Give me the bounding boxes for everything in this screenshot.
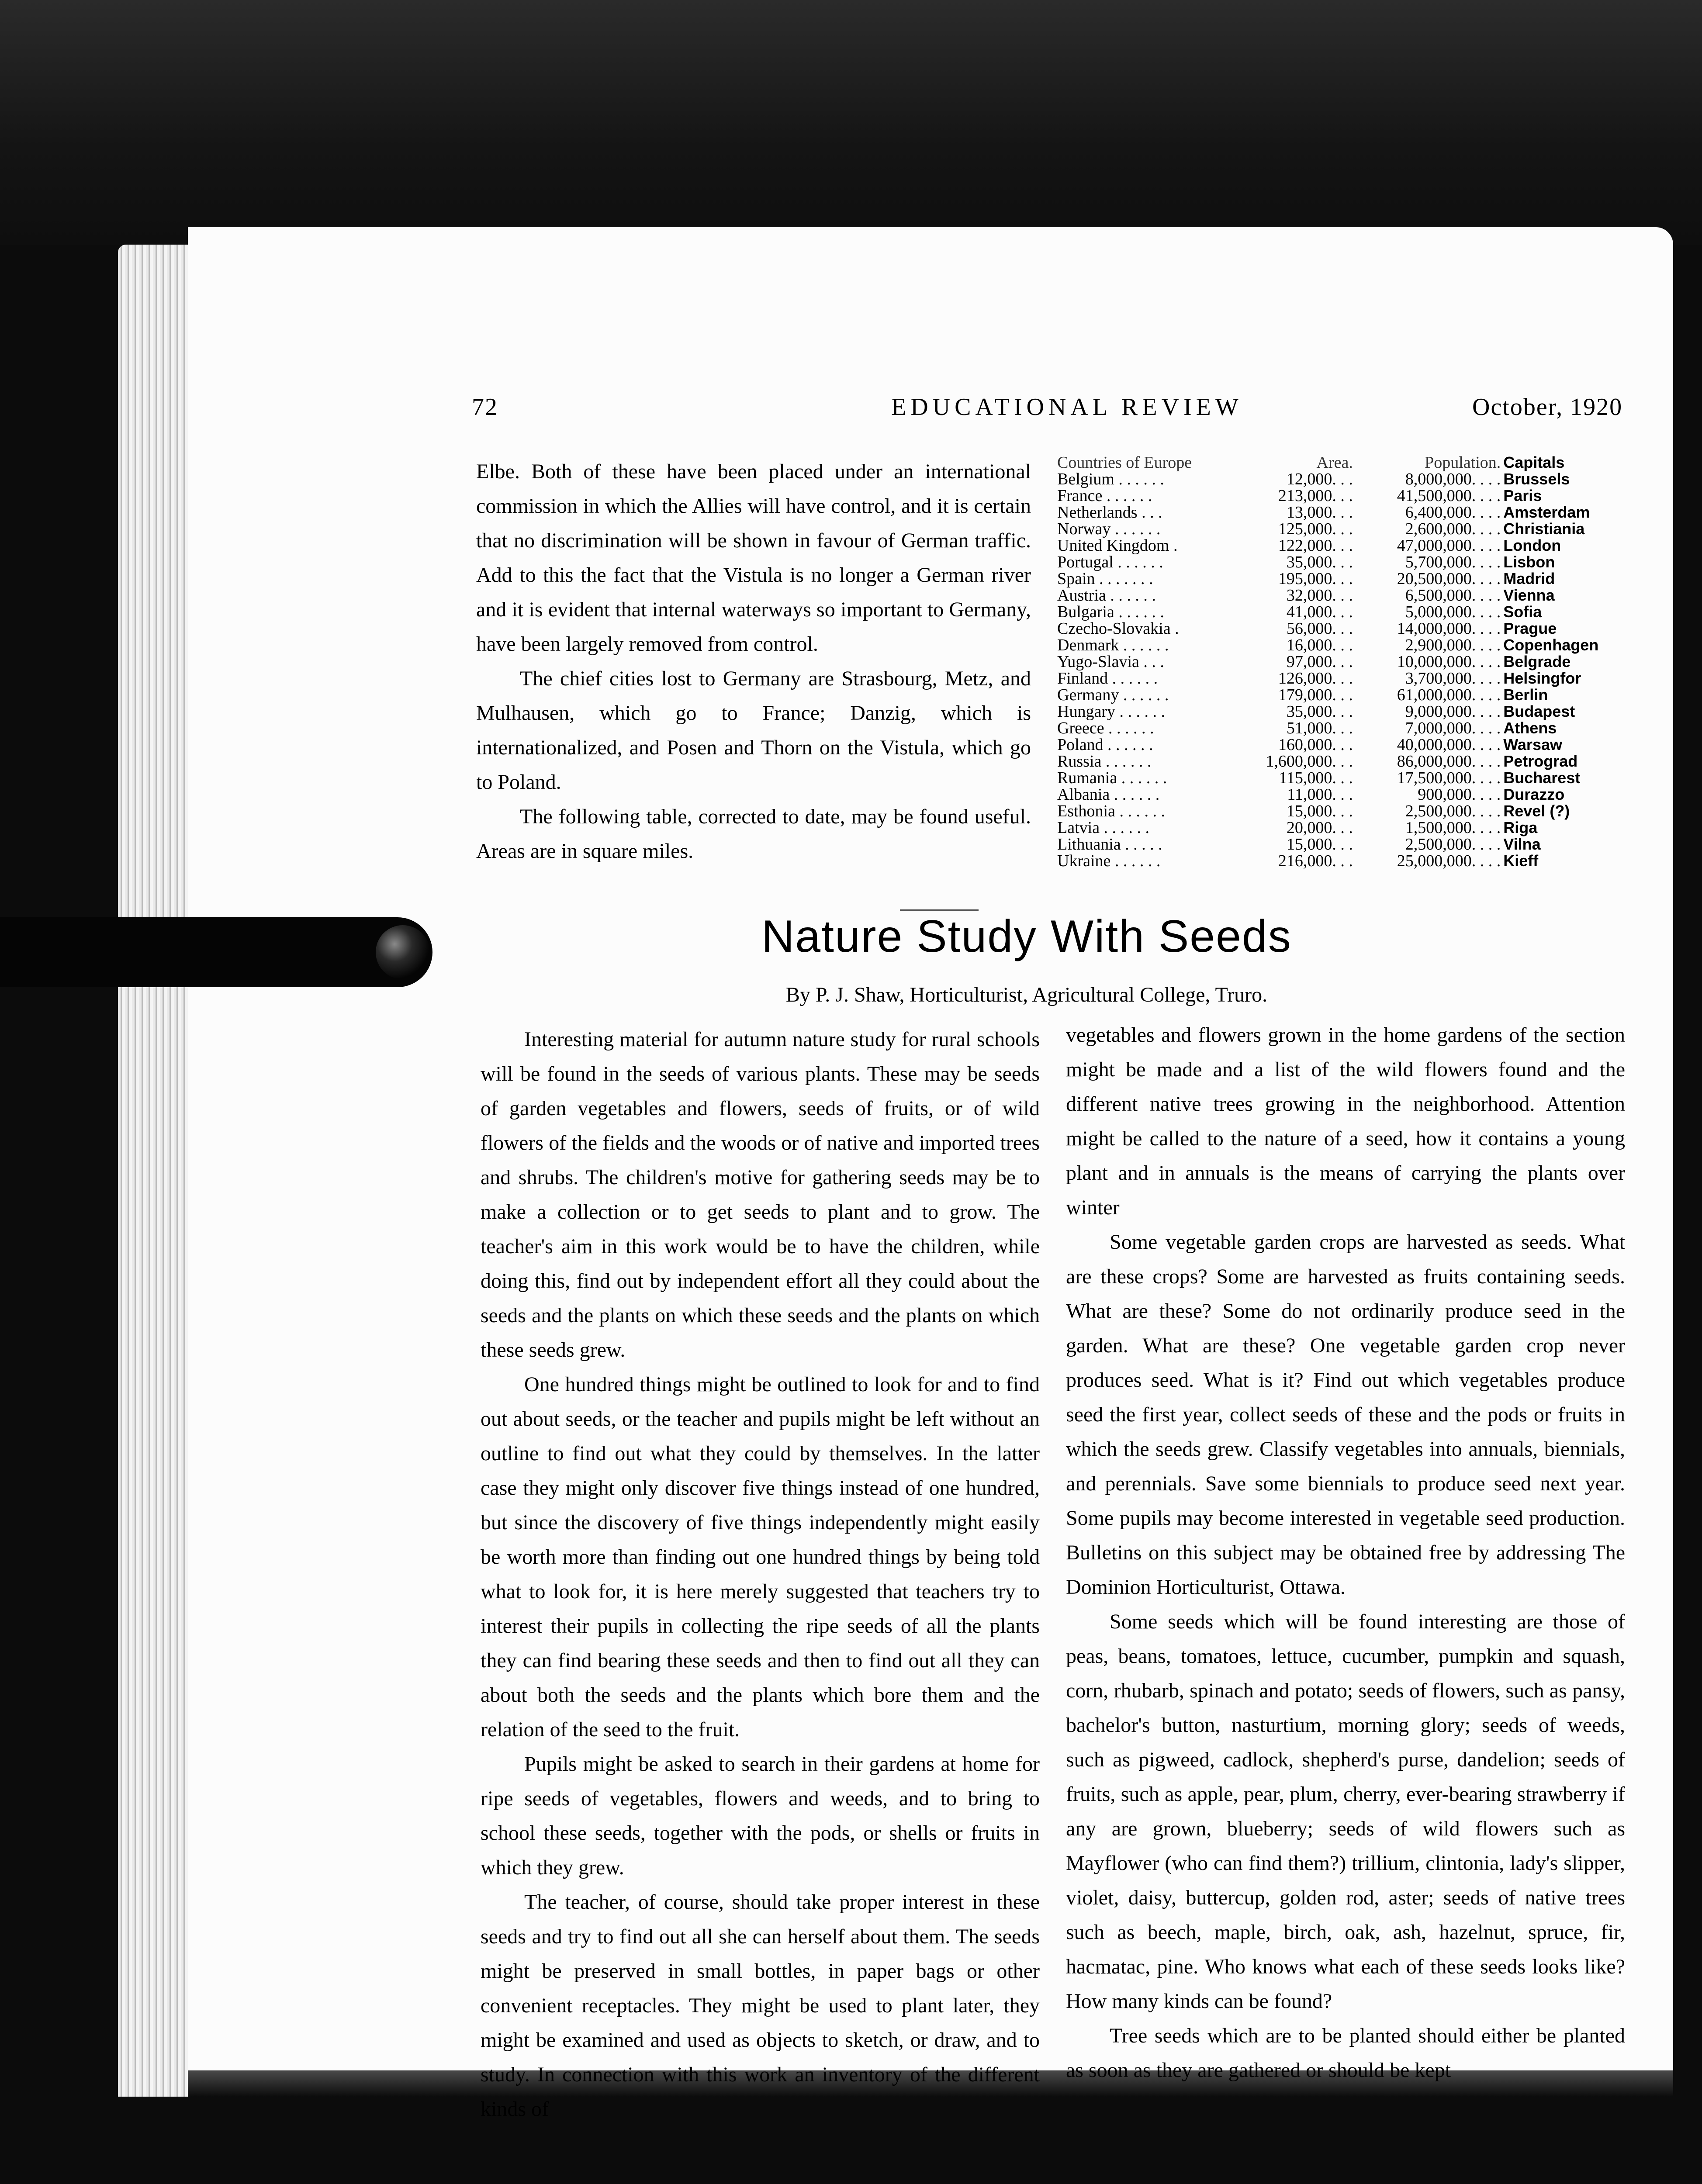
area-cell: 32,000. . .	[1286, 586, 1353, 605]
table-row	[1057, 819, 1621, 836]
journal-title: EDUCATIONAL REVIEW	[891, 394, 1243, 421]
country-cell: Yugo-Slavia . . .	[1057, 653, 1164, 671]
country-cell: Spain . . . . . . .	[1057, 570, 1153, 588]
left-paragraph-3: Pupils might be asked to search in their gardens at home for ripe seeds of vegetables, flowers and weeds, and to bring to school these seeds, together with the pods, or shells or fruits in which they grew.	[481, 1752, 1040, 1879]
area-cell: 213,000. . .	[1278, 487, 1353, 505]
country-cell: Finland . . . . . .	[1057, 669, 1158, 688]
area-cell: 16,000. . .	[1286, 636, 1353, 654]
table-row	[1057, 604, 1621, 620]
population-cell: 10,000,000. . . .	[1397, 653, 1501, 671]
area-cell: 160,000. . .	[1278, 736, 1353, 754]
country-cell: Austria . . . . . .	[1057, 586, 1156, 605]
population-cell: 17,500,000. . . .	[1397, 769, 1501, 787]
table-header-row	[1057, 454, 1621, 471]
capital-cell: Prague	[1503, 619, 1557, 637]
country-cell: Hungary . . . . . .	[1057, 702, 1165, 721]
country-cell: Rumania . . . . . .	[1057, 769, 1167, 787]
scanner-background	[0, 0, 1702, 245]
capital-cell: Belgrade	[1503, 653, 1571, 670]
area-cell: 1,600,000. . .	[1266, 752, 1353, 771]
population-cell: 47,000,000. . . .	[1397, 536, 1501, 555]
country-cell: Belgium . . . . . .	[1057, 470, 1164, 488]
country-cell: France . . . . . .	[1057, 487, 1152, 505]
article-title: Nature Study With Seeds	[761, 911, 1292, 962]
country-cell: Albania . . . . . .	[1057, 785, 1160, 804]
page-number: 72	[472, 394, 498, 421]
country-cell: Germany . . . . . .	[1057, 686, 1169, 704]
capital-cell: Brussels	[1503, 470, 1570, 488]
capital-cell: Durazzo	[1503, 785, 1565, 803]
table-row	[1057, 770, 1621, 786]
table-row	[1057, 521, 1621, 537]
table-row	[1057, 687, 1621, 703]
table-row	[1057, 554, 1621, 570]
capital-cell: Riga	[1503, 819, 1538, 836]
population-cell: 61,000,000. . . .	[1397, 686, 1501, 704]
population-cell: 14,000,000. . . .	[1397, 619, 1501, 638]
population-cell: 5,000,000. . . .	[1405, 603, 1501, 621]
page-holder-rod-tip	[376, 925, 430, 979]
header-population: Population.	[1425, 453, 1501, 472]
country-cell: Portugal . . . . . .	[1057, 553, 1163, 571]
population-cell: 9,000,000. . . .	[1405, 702, 1501, 721]
countries-of-europe-table	[1057, 454, 1621, 869]
population-cell: 1,500,000. . . .	[1405, 819, 1501, 837]
area-cell: 15,000. . .	[1286, 835, 1353, 854]
population-cell: 6,400,000. . . .	[1405, 503, 1501, 522]
population-cell: 20,500,000. . . .	[1397, 570, 1501, 588]
area-cell: 179,000. . .	[1278, 686, 1353, 704]
population-cell: 40,000,000. . . .	[1397, 736, 1501, 754]
country-cell: Greece . . . . . .	[1057, 719, 1154, 737]
population-cell: 900,000. . . .	[1418, 785, 1501, 804]
intro-paragraph-2: The chief cities lost to Germany are Strasbourg, Metz, and Mulhausen, which go to France; Danzig, which is internationalized, and Posen and Thorn on the Vistula, which go to Poland.	[476, 667, 1031, 794]
population-cell: 86,000,000. . . .	[1397, 752, 1501, 771]
capital-cell: Vienna	[1503, 586, 1555, 604]
area-cell: 35,000. . .	[1286, 702, 1353, 721]
header-country: Countries of Europe	[1057, 453, 1192, 472]
capital-cell: Berlin	[1503, 686, 1548, 704]
table-row	[1057, 637, 1621, 653]
intro-text	[476, 454, 1031, 868]
left-paragraph-1: Interesting material for autumn nature study for rural schools will be found in the seeds of various plants. These may be seeds of garden vegetables and flowers, seeds of fruits, or of wild flowers of the fields and the woods or of native and imported trees and shrubs. The children's motive for gathering seeds may be to make a collection or to get seeds to plant and to grow. The teacher's aim in this work would be to have the children, while doing this, find out by independent effort all they could about the seeds and the plants on which these seeds and the plants on which these seeds grew.	[481, 1028, 1040, 1362]
table-row	[1057, 786, 1621, 803]
capital-cell: Sofia	[1503, 603, 1542, 621]
country-cell: Bulgaria . . . . . .	[1057, 603, 1164, 621]
capital-cell: Athens	[1503, 719, 1557, 737]
table-row	[1057, 487, 1621, 504]
country-cell: Latvia . . . . . .	[1057, 819, 1150, 837]
capital-cell: Budapest	[1503, 702, 1575, 720]
header-capitals: Capitals	[1503, 453, 1565, 471]
capital-cell: Revel (?)	[1503, 802, 1570, 820]
area-cell: 115,000. . .	[1279, 769, 1353, 787]
intro-paragraph-3: The following table, corrected to date, may be found useful. Areas are in square miles.	[476, 805, 1031, 863]
country-cell: Lithuania . . . . .	[1057, 835, 1162, 854]
table-row	[1057, 587, 1621, 604]
capital-cell: Bucharest	[1503, 769, 1581, 787]
population-cell: 25,000,000. . . .	[1397, 852, 1501, 870]
right-paragraph-2: Some vegetable garden crops are harvested as seeds. What are these crops? Some are harvested as fruits containing seeds. What are these? Some do not ordinarily produce seed in the garden. What are these? One vegetable garden crop never produces seed. What is it? Find out which vegetables produce seed the first year, collect seeds of these and the pods or fruits in which the seeds grew. Classify vegetables into annuals, biennials, and perennials. Save some biennials to produce seed next year. Some pupils may become interested in vegetable seed production. Bulletins on this subject may be obtained free by addressing The Dominion Horticulturist, Ottawa.	[1066, 1230, 1625, 1599]
page-holder-rod	[0, 917, 432, 987]
capital-cell: Petrograd	[1503, 752, 1578, 770]
left-paragraph-4: The teacher, of course, should take proper interest in these seeds and try to find out all she can herself about them. The seeds might be preserved in small bottles, in paper bags or other convenient receptacles. They might be used to plant later, they might be examined and used as objects to sketch, or draw, and to study. In connection with this work an inventory of the different kinds of	[481, 1890, 1040, 2121]
capital-cell: London	[1503, 536, 1561, 554]
table-row	[1057, 836, 1621, 853]
country-cell: Russia . . . . . .	[1057, 752, 1152, 771]
country-cell: Esthonia . . . . . .	[1057, 802, 1165, 820]
area-cell: 35,000. . .	[1286, 553, 1353, 571]
table-row	[1057, 736, 1621, 753]
population-cell: 5,700,000. . . .	[1405, 553, 1501, 571]
population-cell: 41,500,000. . . .	[1397, 487, 1501, 505]
table-row	[1057, 703, 1621, 720]
capital-cell: Lisbon	[1503, 553, 1555, 571]
article-left-column	[481, 1022, 1040, 2126]
capital-cell: Christiania	[1503, 520, 1585, 538]
area-cell: 122,000. . .	[1278, 536, 1353, 555]
capital-cell: Kieff	[1503, 852, 1539, 870]
capital-cell: Madrid	[1503, 570, 1555, 587]
population-cell: 2,500,000. . . .	[1405, 835, 1501, 854]
capital-cell: Warsaw	[1503, 736, 1562, 753]
area-cell: 11,000. . .	[1287, 785, 1353, 804]
table-row	[1057, 570, 1621, 587]
country-cell: Denmark . . . . . .	[1057, 636, 1169, 654]
area-cell: 12,000. . .	[1286, 470, 1353, 488]
capital-cell: Helsingfor	[1503, 669, 1581, 687]
population-cell: 2,600,000. . . .	[1405, 520, 1501, 538]
capital-cell: Paris	[1503, 487, 1542, 505]
table-row	[1057, 537, 1621, 554]
right-paragraph-1: vegetables and flowers grown in the home gardens of the section might be made and a list of the wild flowers found and the different native trees growing in the neighborhood. Attention might be called to the nature of a seed, how it contains a young plant and in annuals is the means of carrying the plants over winter	[1066, 1023, 1625, 1219]
country-cell: Netherlands . . .	[1057, 503, 1162, 522]
table-row	[1057, 620, 1621, 637]
intro-paragraph-1: Elbe. Both of these have been placed under an international commission in which the Allies will have control, and it is certain that no discrimination will be shown in favour of German traffic. Add to this the fact that the Vistula is no longer a German river and it is evident that internal waterways so important to Germany, have been largely removed from control.	[476, 460, 1031, 656]
area-cell: 195,000. . .	[1278, 570, 1353, 588]
table-row	[1057, 653, 1621, 670]
area-cell: 15,000. . .	[1286, 802, 1353, 820]
table-row	[1057, 753, 1621, 770]
area-cell: 51,000. . .	[1286, 719, 1353, 737]
area-cell: 97,000. . .	[1286, 653, 1353, 671]
left-paragraph-2: One hundred things might be outlined to look for and to find out about seeds, or the teacher and pupils might be left without an outline to find out what they could by themselves. In the latter case they might only discover five things instead of one hundred, but since the discovery of five things independently might easily be worth more than finding out one hundred things by being told what to look for, it is here merely suggested that teachers try to interest their pupils in collecting the ripe seeds of all the plants they can find bearing these seeds and then to find out all they can about both the seeds and the plants which bore them and the relation of the seed to the fruit.	[481, 1373, 1040, 1741]
table-row	[1057, 853, 1621, 869]
population-cell: 2,500,000. . . .	[1405, 802, 1501, 820]
area-cell: 125,000. . .	[1278, 520, 1353, 538]
table-row	[1057, 670, 1621, 687]
country-cell: Ukraine . . . . . .	[1057, 852, 1161, 870]
table-row	[1057, 720, 1621, 736]
table-row	[1057, 504, 1621, 521]
right-paragraph-3: Some seeds which will be found interesting are those of peas, beans, tomatoes, lettuce, cucumber, pumpkin and squash, corn, rhubarb, spinach and potato; seeds of flowers, such as pansy, bachelor's button, nasturtium, morning glory; seeds of weeds, such as pigweed, cadlock, shepherd's purse, dandelion; seeds of fruits, such as apple, pear, plum, cherry, ever-bearing strawberry if any are grown, blueberry; seeds of wild flowers such as Mayflower (who can find them?) trillium, clintonia, lady's slipper, violet, daisy, buttercup, golden rod, aster; seeds of native trees such as beech, maple, birch, oak, ash, hazelnut, spruce, fir, hacmatac, pine. Who knows what each of these seeds looks like? How many kinds can be found?	[1066, 1610, 1625, 2013]
area-cell: 20,000. . .	[1286, 819, 1353, 837]
country-cell: Poland . . . . . .	[1057, 736, 1153, 754]
area-cell: 126,000. . .	[1278, 669, 1353, 688]
area-cell: 56,000. . .	[1286, 619, 1353, 638]
article-byline: By P. J. Shaw, Horticulturist, Agricultural College, Truro.	[785, 983, 1268, 1006]
capital-cell: Copenhagen	[1503, 636, 1599, 654]
population-cell: 7,000,000. . . .	[1405, 719, 1501, 737]
population-cell: 3,700,000. . . .	[1405, 669, 1501, 688]
population-cell: 2,900,000. . . .	[1405, 636, 1501, 654]
country-cell: Czecho-Slovakia .	[1057, 619, 1179, 638]
table-row	[1057, 471, 1621, 487]
area-cell: 41,000. . .	[1286, 603, 1353, 621]
table-row	[1057, 803, 1621, 819]
population-cell: 6,500,000. . . .	[1405, 586, 1501, 605]
right-paragraph-4: Tree seeds which are to be planted should either be planted as soon as they are gathered or should be kept	[1066, 2024, 1625, 2082]
population-cell: 8,000,000. . . .	[1405, 470, 1501, 488]
area-cell: 13,000. . .	[1286, 503, 1353, 522]
issue-date: October, 1920	[1472, 394, 1623, 421]
country-cell: United Kingdom .	[1057, 536, 1178, 555]
area-cell: 216,000. . .	[1278, 852, 1353, 870]
capital-cell: Vilna	[1503, 835, 1541, 853]
country-cell: Norway . . . . . .	[1057, 520, 1161, 538]
capital-cell: Amsterdam	[1503, 503, 1590, 521]
article-right-column	[1066, 1018, 1625, 2087]
header-area: Area.	[1316, 453, 1353, 472]
